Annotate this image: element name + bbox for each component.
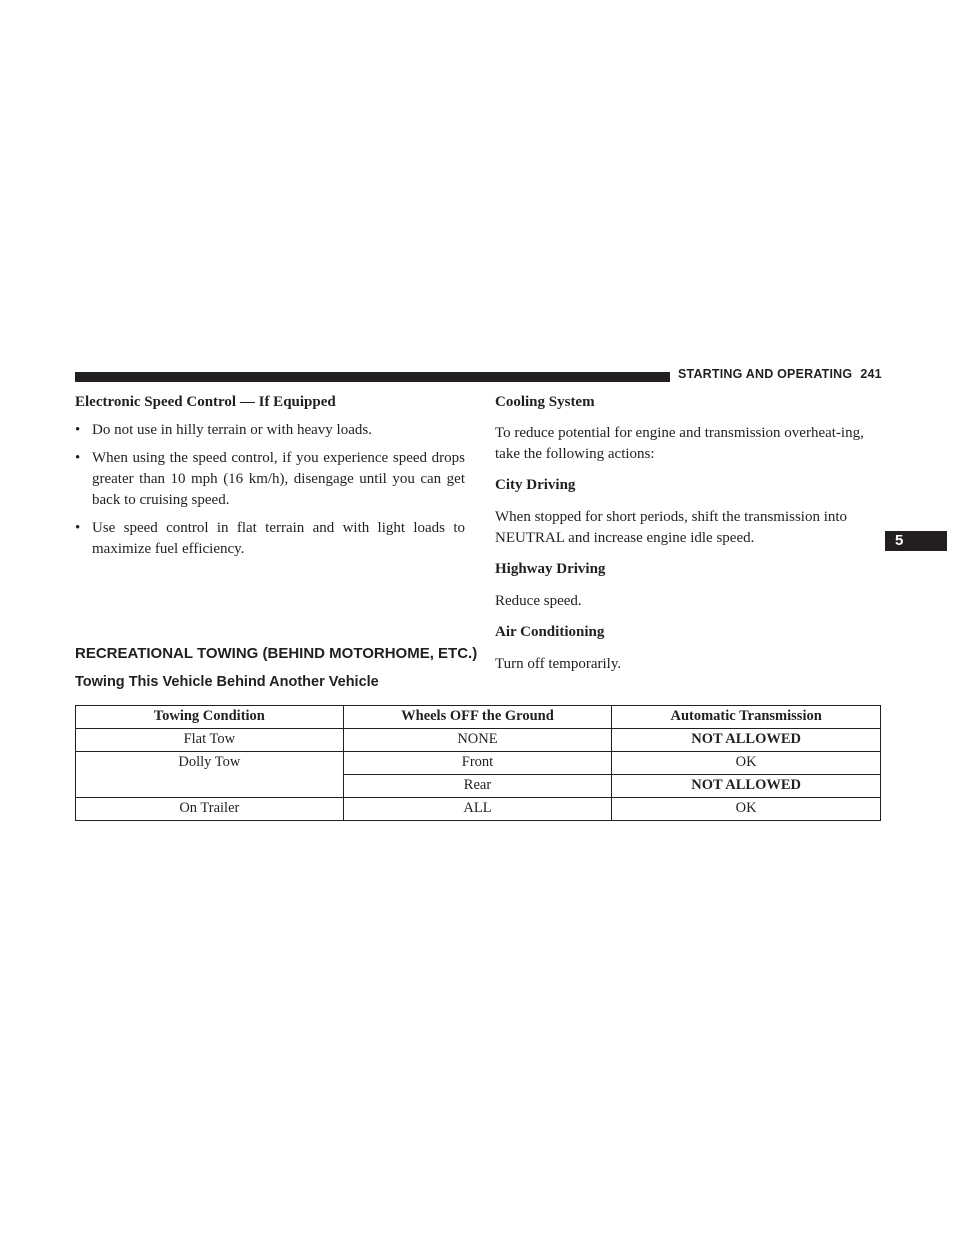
table-row	[76, 798, 881, 821]
table-cell: OK	[612, 752, 881, 775]
bullet-text: Do not use in hilly terrain or with heavy loads.	[92, 422, 372, 438]
table-cell: NONE	[343, 729, 612, 752]
highway-driving-text: Reduce speed.	[495, 593, 582, 609]
bullet-text: Use speed control in flat terrain and with light loads to maximize fuel efficiency.	[92, 520, 465, 557]
table-cell: NOT ALLOWED	[612, 729, 881, 752]
highway-driving-heading: Highway Driving	[495, 561, 606, 577]
chapter-tab: 5	[885, 531, 947, 551]
recreational-towing-title: RECREATIONAL TOWING (BEHIND MOTORHOME, ETC.)	[75, 645, 478, 662]
header-rule	[75, 372, 670, 382]
towing-behind-vehicle-subtitle: Towing This Vehicle Behind Another Vehicle	[75, 674, 379, 690]
table-row	[76, 729, 881, 752]
speed-control-heading: Electronic Speed Control — If Equipped	[75, 394, 336, 410]
city-driving-text: When stopped for short periods, shift the transmission into NEUTRAL and increase engine idle speed.	[495, 509, 848, 546]
table-cell: OK	[612, 798, 881, 821]
cooling-intro: To reduce potential for engine and transmission overheat-ing, take the following actions:	[495, 425, 864, 462]
table-header-cell: Automatic Transmission	[612, 706, 881, 729]
header-section-title: STARTING AND OPERATING	[678, 367, 853, 381]
bullet-marker: •	[75, 422, 81, 438]
speed-control-bullets	[75, 420, 465, 560]
table-header-row	[76, 706, 881, 729]
bullet-item	[75, 448, 465, 511]
towing-table	[75, 705, 881, 821]
bullet-item	[75, 420, 465, 441]
cooling-system-heading: Cooling System	[495, 394, 595, 410]
table-cell: Rear	[343, 775, 612, 798]
right-column	[495, 392, 885, 675]
table-cell: NOT ALLOWED	[612, 775, 881, 798]
running-header	[678, 367, 882, 381]
table-cell: Front	[343, 752, 612, 775]
left-column	[75, 392, 465, 560]
table-cell: Dolly Tow	[76, 752, 344, 798]
page-number: 241	[860, 367, 882, 381]
table-row	[76, 752, 881, 775]
bullet-text: When using the speed control, if you experience speed drops greater than 10 mph (16 km/h), disengage until you can get back to cruising speed.	[92, 450, 465, 508]
city-driving-heading: City Driving	[495, 477, 576, 493]
table-header-cell: Towing Condition	[76, 706, 344, 729]
table-header-cell: Wheels OFF the Ground	[343, 706, 612, 729]
bullet-marker: •	[75, 450, 81, 466]
air-conditioning-text: Turn off temporarily.	[495, 656, 622, 672]
table-cell: On Trailer	[76, 798, 344, 821]
table-cell: Flat Tow	[76, 729, 344, 752]
bullet-marker: •	[75, 520, 81, 536]
bullet-item	[75, 518, 465, 560]
table-cell: ALL	[343, 798, 612, 821]
air-conditioning-heading: Air Conditioning	[495, 624, 605, 640]
